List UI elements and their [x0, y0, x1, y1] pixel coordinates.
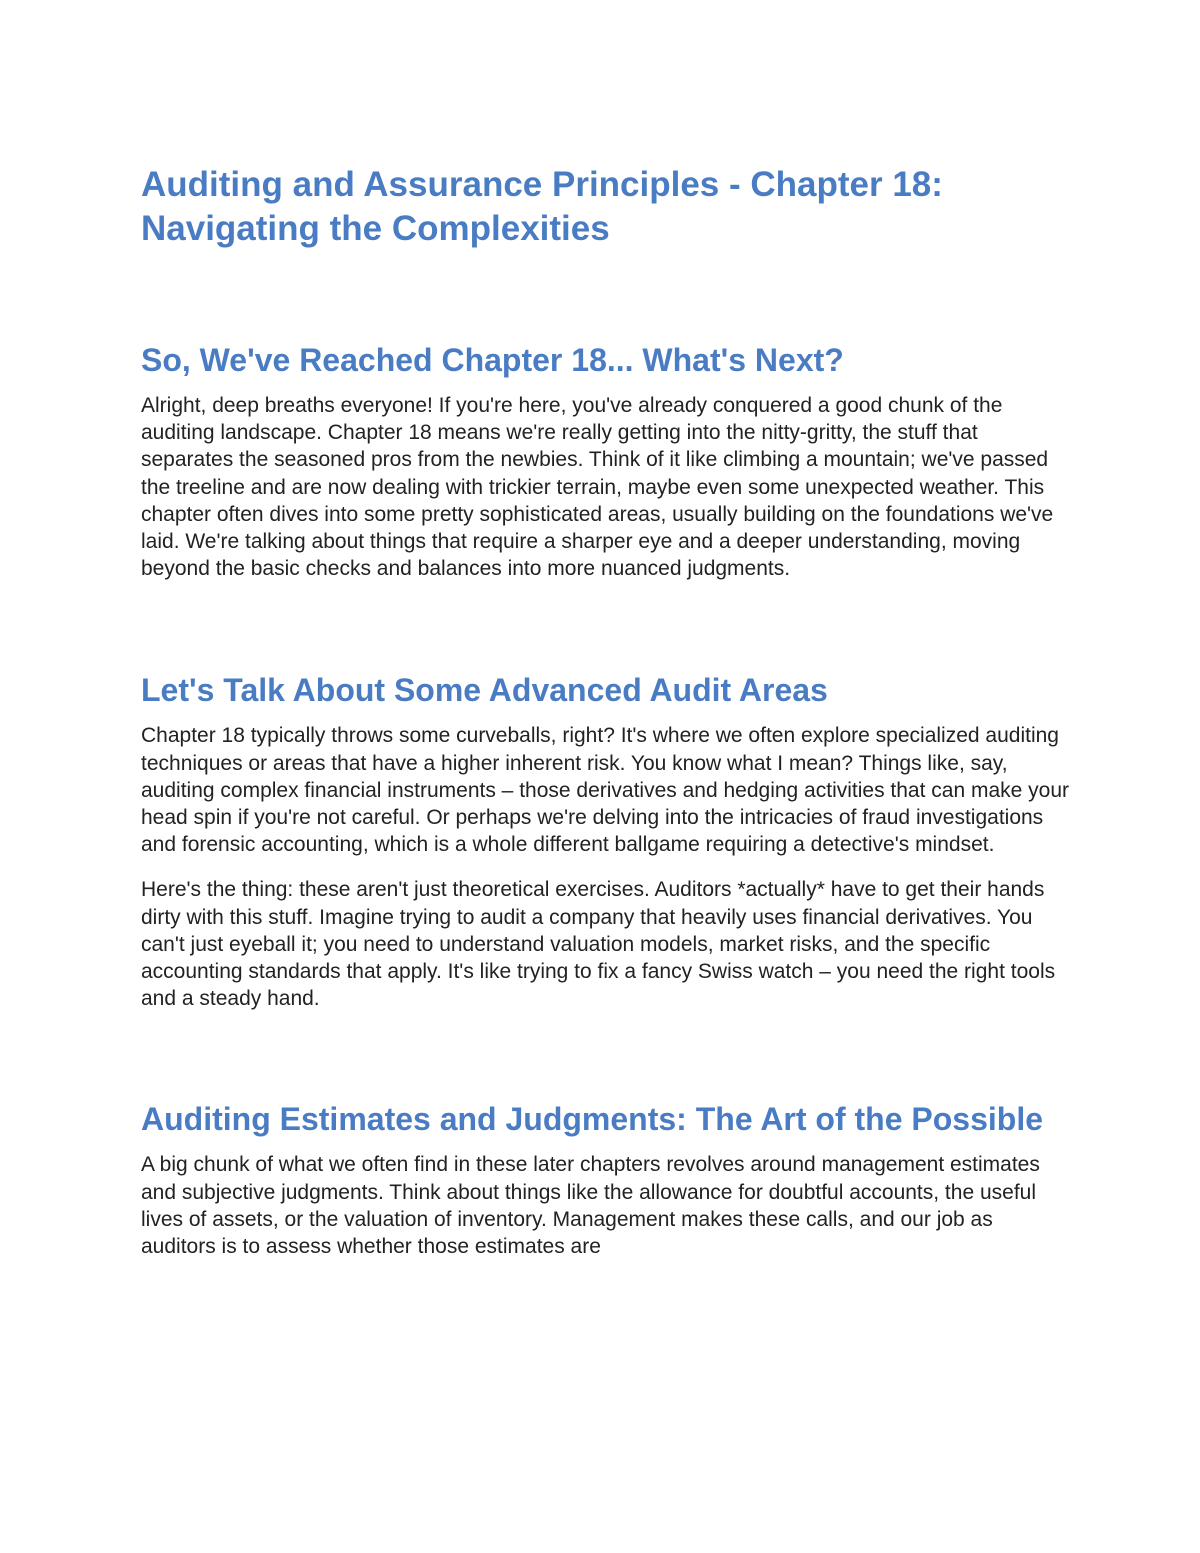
paragraph-estimates: A big chunk of what we often find in these later chapters revolves around management estimates and subjective judgments. Think about things like the allowance for doubtful accounts, the useful lives of assets, or the valuation of inventory. Management makes these calls, and our job as auditors is to assess whether those estimates are: [141, 1153, 1040, 1259]
paragraph-hands-dirty: Here's the thing: these aren't just theoretical exercises. Auditors *actually* have to get their hands dirty with this stuff. Imagine trying to audit a company that heavily uses financial derivatives. You can't just eyeball it; you need to understand valuation models, market risks, and the specific accounting standards that apply. It's like trying to fix a fancy Swiss watch – you need the right tools and a steady hand.: [141, 878, 1056, 1011]
paragraph-advanced-areas: Chapter 18 typically throws some curveballs, right? It's where we often explore specialized auditing techniques or areas that have a higher inherent risk. You know what I mean? Things like, say, auditing complex financial instruments – those derivatives and hedging activities that can make your head spin if you're not careful. Or perhaps we're delving into the intricacies of fraud investigations and forensic accounting, which is a whole different ballgame requiring a detective's mindset.: [141, 724, 1070, 857]
document-title: Auditing and Assurance Principles - Chapter 18: Navigating the Complexities: [141, 165, 943, 248]
section-heading-advanced-audit-areas: Let's Talk About Some Advanced Audit Areas: [141, 672, 828, 709]
section-heading-chapter-18-next: So, We've Reached Chapter 18... What's Next?: [141, 342, 844, 378]
document-content: [141, 163, 1071, 1260]
paragraph-intro: Alright, deep breaths everyone! If you're here, you've already conquered a good chunk of the auditing landscape. Chapter 18 means we're really getting into the nitty-gritty, the stuff that separates the seasoned pros from the newbies. Think of it like climbing a mountain; we've passed the treeline and are now dealing with trickier terrain, maybe even some unexpected weather. This chapter often dives into some pretty sophisticated areas, usually building on the foundations we've laid. We're talking about things that require a sharper eye and a deeper understanding, moving beyond the basic checks and balances into more nuanced judgments.: [141, 394, 1054, 581]
section-heading-estimates-judgments: Auditing Estimates and Judgments: The Art of the Possible: [141, 1101, 1044, 1138]
